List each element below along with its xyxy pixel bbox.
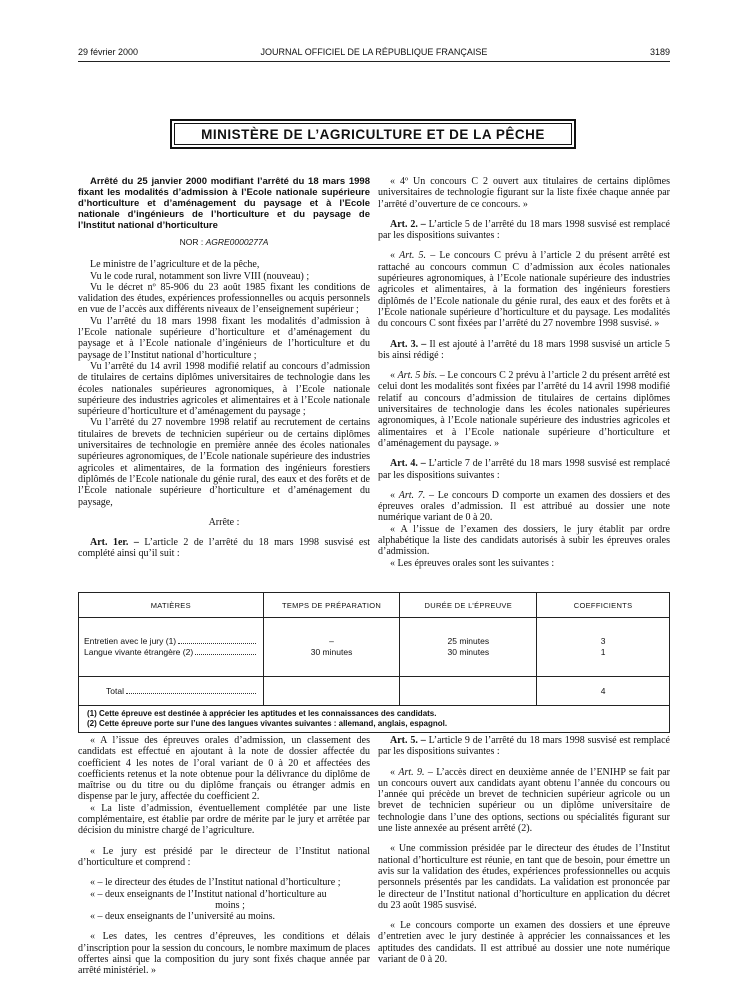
article-5-label: Art. 5. – bbox=[390, 735, 426, 746]
preparation-value: 30 minutes bbox=[310, 647, 353, 657]
page-header bbox=[78, 45, 670, 62]
jury-member-line: « – le directeur des études de l’Institut national d’horticulture ; bbox=[90, 877, 341, 889]
header-date: 29 février 2000 bbox=[78, 47, 139, 57]
article-5 bbox=[378, 735, 670, 758]
paragraph: « Le jury est présidé par le directeur de l’Institut national d’horticulture et comprend : bbox=[78, 845, 370, 868]
article-1 bbox=[78, 537, 370, 560]
column-header: MATIÈRES bbox=[79, 593, 264, 618]
nor-label: NOR : bbox=[179, 237, 204, 247]
column-header: COEFFICIENTS bbox=[537, 593, 670, 618]
subject-name: Entretien avec le jury (1) bbox=[84, 636, 177, 646]
right-column bbox=[378, 176, 670, 569]
ministry-heading-box bbox=[170, 119, 576, 149]
paragraph: Le ministre de l’agriculture et de la pêche, bbox=[90, 259, 260, 271]
article-4-text: L’article 7 de l’arrêté du 18 mars 1998 susvisé est remplacé par les dispositions suivantes : bbox=[378, 458, 670, 481]
coefficient-cell bbox=[537, 618, 670, 677]
article-2 bbox=[378, 219, 670, 242]
paragraph: « 4º Un concours C 2 ouvert aux titulaires de certains diplômes universitaires de technologie figurant sur la liste fixée chaque année par l’arrêté d’ouverture de ce concours. » bbox=[378, 176, 670, 210]
paragraph: « Le concours comporte un examen des dossiers et une épreuve d’entretien avec le jury destinée à apprécier les connaissances et les aptitudes des candidats. Il est attribué au dossier une note numérique variant de 0 à 20. bbox=[378, 920, 670, 966]
article-5-text: L’article 9 de l’arrêté du 18 mars 1998 susvisé est remplacé par les dispositions suivantes : bbox=[378, 735, 670, 758]
quoted-article-9: « Art. 9. – L’accès direct en deuxième année de l’ENIHP se fait par un concours ouvert aux candidats ayant obtenu l’année du concours ou l’année qui précède un brevet de technicien supérieur agricole ou un brevet de technicien supérieur ou un diplôme universitaire de technologie dans l’une des options, sections ou spécialités figurant sur une liste annexée au présent arrêté (2). bbox=[378, 766, 671, 835]
column-header: DURÉE DE L’ÉPREUVE bbox=[400, 593, 537, 618]
preparation-cell bbox=[263, 618, 400, 677]
article-2-text: L’article 5 de l’arrêté du 18 mars 1998 susvisé est remplacé par les dispositions suivantes : bbox=[378, 218, 670, 242]
table-notes-row bbox=[79, 706, 670, 733]
article-1-label: Art. 1er. – bbox=[90, 537, 139, 549]
quoted-article-9-text: – L’accès direct en deuxième année de l’ENIHP se fait par un concours ouvert aux candidats ayant obtenu l’année du concours ou l’année qui précède un brevet de technicien supérieur agricole ou un brevet de technicien supérieur ou un diplôme universitaire de technologie dans l’une des options, sections ou spécialités figurant sur une liste annexée au présent arrêté (2). bbox=[378, 766, 671, 835]
ministry-heading: MINISTÈRE DE L’AGRICULTURE ET DE LA PÊCHE bbox=[201, 126, 545, 142]
decree-title: Arrêté du 25 janvier 2000 modifiant l’arrêté du 18 mars 1998 fixant les modalités d’admission à l’Ecole nationale supérieure d’horticulture et d’aménagement du paysage et à l’Ecole nationale d’ingénieurs de l’horticulture et du paysage de l’Institut national d’horticulture bbox=[78, 176, 370, 231]
article-3-label: Art. 3. – bbox=[390, 338, 427, 350]
quoted-article-5-bis-text: – Le concours C 2 prévu à l’article 2 du présent arrêté est celui dont les modalités sont fixées par l’arrêté du 14 avril 1998 modifié relatif au concours d’admission de titulaires de certains diplômes universitaires de technologie dans les écoles nationales supérieures agronomiques, à l’Ecole nationale supérieure des industries agricoles et alimentaires et à l’Ecole nationale supérieure d’horticulture et d’aménagement du paysage. » bbox=[378, 370, 671, 449]
table-total-row bbox=[79, 677, 670, 706]
subjects-cell bbox=[79, 618, 264, 677]
article-2-label: Art. 2. – bbox=[390, 218, 426, 230]
quoted-article-5-bis: « Art. 5 bis. – Le concours C 2 prévu à l’article 2 du présent arrêté est celui dont les modalités sont fixées par l’arrêté du 14 avril 1998 modifié relatif au concours d’admission de titulaires de certains diplômes universitaires de technologie dans les écoles nationales supérieures agronomiques, à l’Ecole nationale supérieure des industries agricoles et alimentaires et à l’Ecole nationale supérieure d’horticulture et d’aménagement du paysage. » bbox=[378, 370, 671, 449]
left-column bbox=[78, 176, 370, 560]
paragraph: « Une commission présidée par le directeur des études de l’Institut national d’horticulture est réunie, en tant que de besoin, pour émettre un avis sur la validation des études, expériences professionnelles ou acquis personnels présentés par les candidats. La validation est prononcée par le directeur de l’Institut national d’horticulture en application du décret du 23 août 1985 susvisé. bbox=[378, 843, 670, 911]
subject-name: Langue vivante étrangère (2) bbox=[84, 647, 194, 657]
coefficient-value: 1 bbox=[600, 647, 606, 657]
preparation-value: – bbox=[329, 636, 334, 646]
total-cell bbox=[79, 677, 264, 706]
header-journal-title: JOURNAL OFFICIEL DE LA RÉPUBLIQUE FRANÇAISE bbox=[260, 47, 488, 57]
coefficient-value: 3 bbox=[600, 636, 606, 646]
paragraph: Vu le décret nº 85-906 du 23 août 1985 fixant les conditions de validation des études, expériences professionnelles ou acquis personnels en vue de l’accès aux différents niveaux de l’enseignement supérieur ; bbox=[78, 281, 370, 316]
nor-reference bbox=[78, 237, 370, 248]
paragraph: « Les épreuves orales sont les suivantes : bbox=[390, 557, 555, 569]
table-note: (1) Cette épreuve est destinée à apprécier les aptitudes et les connaissances des candidats. bbox=[87, 709, 437, 718]
article-4-label: Art. 4. – bbox=[390, 458, 426, 470]
jury-member-line-continued: moins ; bbox=[215, 899, 245, 911]
table-notes bbox=[79, 706, 670, 733]
paragraph: Vu l’arrêté du 18 mars 1998 fixant les modalités d’admission à l’Ecole nationale supérieure d’horticulture et d’aménagement du paysage et à l’Ecole nationale d’ingénieurs de l’horticulture et du paysage de l’Institut national d’horticulture ; bbox=[78, 315, 370, 361]
nor-value: AGRE0000277A bbox=[205, 237, 269, 247]
column-header: TEMPS DE PRÉPARATION bbox=[263, 593, 400, 618]
jury-member-line: « – deux enseignants de l’université au moins. bbox=[90, 911, 275, 923]
article-4 bbox=[378, 458, 670, 481]
paragraph: « A l’issue de l’examen des dossiers, le jury établit par ordre alphabétique la liste des candidats autorisés à subir les épreuves orales d’admission. bbox=[378, 523, 670, 558]
duration-cell bbox=[400, 618, 537, 677]
paragraph: Vu le code rural, notamment son livre VIII (nouveau) ; bbox=[90, 270, 310, 282]
quoted-article-5-text: – Le concours C prévu à l’article 2 du présent arrêté est rattaché au concours commun C d’admission aux écoles nationales supérieures agronomiques, à l’Ecole nationale supérieure des industries agricoles et alimentaires, à la formation des ingénieurs forestiers diplômés de l’Ecole nationale du génie rural, des eaux et des forêts et à l’Ecole nationale supérieure d’horticulture et du paysage. Les modalités du concours C sont fixées par l’arrêté du 27 novembre 1998 susvisé. » bbox=[378, 250, 671, 330]
article-3 bbox=[378, 339, 670, 362]
jury-member-line: « – deux enseignants de l’Institut national d’horticulture au bbox=[90, 888, 327, 900]
table-row bbox=[79, 618, 670, 677]
quoted-article-5-bis-label: Art. 5 bis. bbox=[397, 370, 438, 382]
duration-value: 30 minutes bbox=[447, 647, 490, 657]
paragraph: Vu l’arrêté du 27 novembre 1998 relatif au recrutement de certains titulaires de brevets de technicien supérieur ou de certains diplômes universitaires de technologie en première année des écoles nationales supérieures agronomiques, de l’Ecole nationale supérieure des industries agricoles et alimentaires, de la formation des ingénieurs forestiers diplômés de l’Ecole nationale du génie rural, des eaux et des forêts et de l’Ecole nationale supérieure d’horticulture et d’aménagement du paysage, bbox=[78, 417, 370, 508]
arrete-line: Arrête : bbox=[208, 516, 240, 528]
total-coefficient: 4 bbox=[537, 677, 670, 706]
bottom-right-column bbox=[378, 735, 670, 965]
paragraph: Vu l’arrêté du 14 avril 1998 modifié relatif au concours d’admission de titulaires de certains diplômes universitaires de technologie dans les écoles nationales supérieures agronomiques, à l’Ecole nationale supérieure des industries agricoles et alimentaires et à l’Ecole nationale supérieure d’horticulture et d’aménagement du paysage ; bbox=[78, 360, 370, 418]
total-label: Total bbox=[106, 685, 124, 696]
quoted-article-7-label: Art. 7. bbox=[398, 489, 426, 501]
quoted-article-5: « Art. 5. – Le concours C prévu à l’article 2 du présent arrêté est rattaché au concours commun C d’admission aux écoles nationales supérieures agronomiques, à l’Ecole nationale supérieure des industries agricoles et alimentaires, à la formation des ingénieurs forestiers diplômés de l’Ecole nationale du génie rural, des eaux et des forêts et à l’Ecole nationale supérieure d’horticulture et du paysage. Les modalités du concours C sont fixées par l’arrêté du 27 novembre 1998 susvisé. » bbox=[378, 250, 671, 330]
table-note: (2) Cette épreuve porte sur l’une des langues vivantes suivantes : allemand, anglais, espagnol. bbox=[87, 718, 448, 728]
duration-value: 25 minutes bbox=[447, 636, 490, 646]
quoted-article-7: « Art. 7. – Le concours D comporte un examen des dossiers et des épreuves orales d’admission. Il est attribué au dossier une note numérique variant de 0 à 20. bbox=[378, 489, 671, 524]
header-page-number: 3189 bbox=[649, 47, 670, 57]
bottom-left-column bbox=[78, 735, 370, 977]
oral-exams-table bbox=[78, 592, 670, 733]
paragraph: « Les dates, les centres d’épreuves, les conditions et délais d’inscription pour la session du concours, le nombre maximum de places offertes ainsi que la composition du jury sont fixés chaque année par arrêté ministériel. » bbox=[78, 931, 370, 977]
paragraph: « A l’issue des épreuves orales d’admission, un classement des candidats est effectué en ajoutant à la note de dossier affectée du coefficient 4 les notes de l’oral variant de 0 à 20 et affectées des coefficients retenus et la note obtenue pour la délivrance du diplôme de maîtrise ou du titre ou du diplôme français ou étranger admis en dispense par le jury, affectée du coefficient 2. bbox=[78, 735, 370, 803]
quoted-article-9-label: Art. 9. bbox=[398, 766, 425, 778]
empty-cell bbox=[400, 677, 537, 706]
table-header-row bbox=[79, 593, 670, 618]
quoted-article-7-text: – Le concours D comporte un examen des dossiers et des épreuves orales d’admission. Il est attribué au dossier une note numérique variant de 0 à 20. bbox=[378, 489, 671, 524]
empty-cell bbox=[263, 677, 400, 706]
paragraph: « La liste d’admission, éventuellement complétée par une liste complémentaire, est établie par ordre de mérite par le jury et arrêtée par décision du ministre chargé de l’agriculture. bbox=[78, 802, 370, 837]
article-1-text: L’article 2 de l’arrêté du 18 mars 1998 susvisé est complété ainsi qu’il suit : bbox=[78, 537, 370, 560]
article-3-text: Il est ajouté à l’arrêté du 18 mars 1998 susvisé un article 5 bis ainsi rédigé : bbox=[378, 338, 671, 361]
quoted-article-5-label: Art. 5. bbox=[399, 250, 427, 262]
